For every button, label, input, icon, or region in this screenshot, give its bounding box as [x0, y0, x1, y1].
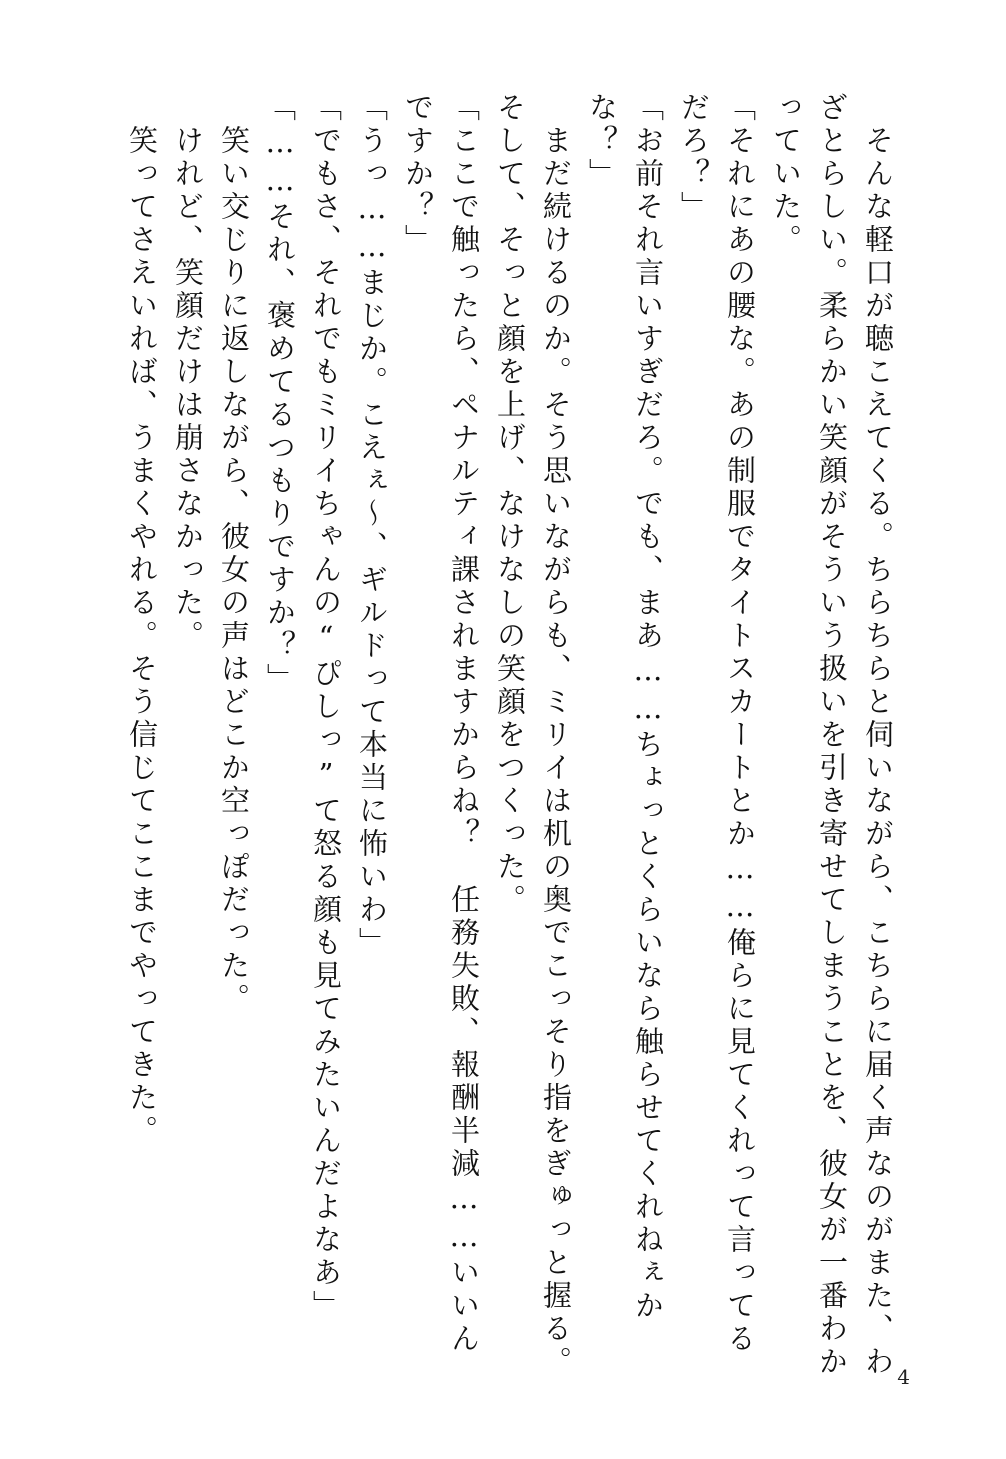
paragraph: 「でもさ、それでもミリイちゃんの“ぴしっ”て怒る顔も見てみたいんだよなあ」	[309, 92, 343, 1323]
paragraph: そんな軽口が聴こえてくる。ちらちらと伺いながら、こちらに届く声なのがまた、わざとらしい。柔らかい笑顔がそういう扱いを引き寄せてしまうことを、彼女が一番わかっていた。	[769, 92, 895, 1379]
page-number: 4	[897, 1365, 910, 1389]
paragraph: 「ここで触ったら、ペナルティ課されますからね？ 任務失敗、報酬半減……いいんですか？」	[401, 92, 481, 1356]
paragraph: 「それにあの腰な。あの制服でタイトスカートとか……俺らに見てくれって言ってるだろ？」	[677, 92, 757, 1356]
paragraph: 「うっ……まじか。こえぇ〜、ギルドって本当に怖いわ」	[355, 92, 389, 960]
paragraph: 笑ってさえいれば、うまくやれる。そう信じてここまでやってきた。	[125, 92, 159, 1148]
paragraph: 笑い交じりに返しながら、彼女の声はどこか空っぽだった。	[217, 92, 251, 1016]
paragraph: 「お前それ言いすぎだろ。でも、まあ……ちょっとくらいなら触らせてくれねぇかな？」	[585, 92, 665, 1323]
body-text	[119, 92, 901, 1382]
paragraph: まだ続けるのか。そう思いながらも、ミリイは机の奥でこっそり指をぎゅっと握る。そして、そっと顔を上げ、なけなしの笑顔をつくった。	[493, 92, 573, 1379]
paragraph: 「……それ、褒めてるつもりですか？」	[263, 92, 297, 696]
paragraph: けれど、笑顔だけは崩さなかった。	[171, 92, 205, 653]
